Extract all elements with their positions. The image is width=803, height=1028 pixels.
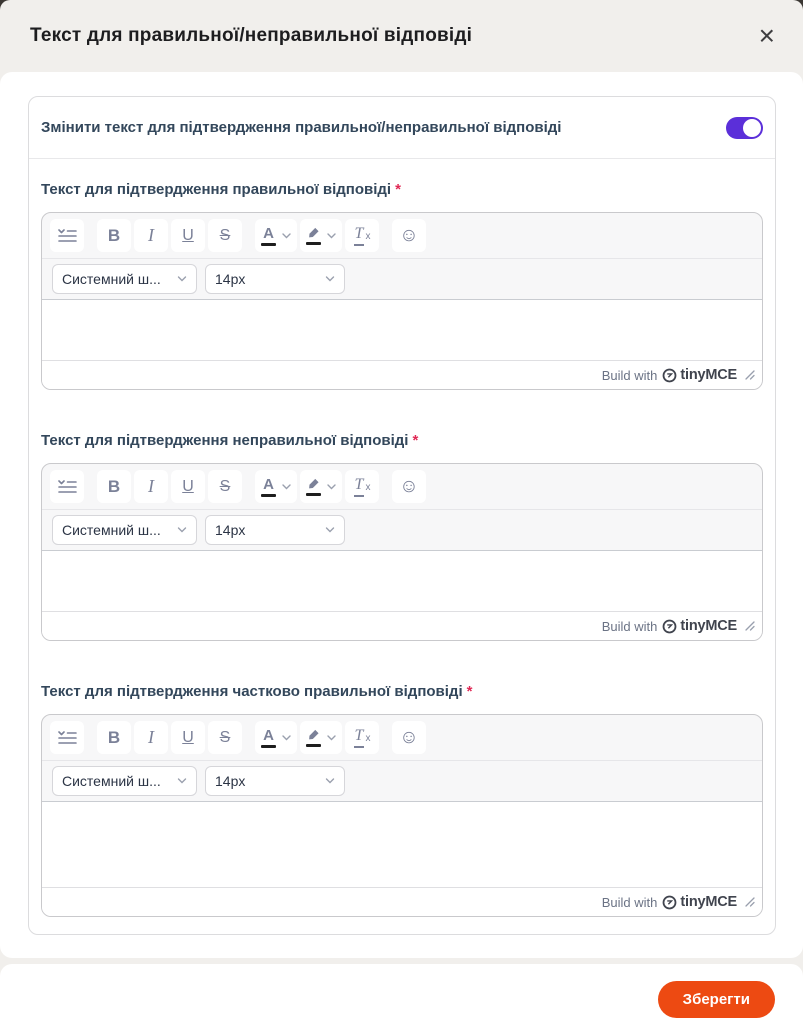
font-family-select[interactable] — [52, 766, 197, 796]
rich-text-editor — [41, 463, 763, 641]
list-chevron-icon — [58, 730, 77, 745]
form-container — [28, 96, 776, 935]
tinymce-logo-icon — [662, 619, 677, 634]
text-color-icon: A — [261, 728, 276, 748]
editor-section — [29, 432, 775, 641]
font-size-value: 14px — [215, 271, 246, 287]
highlighter-icon — [306, 477, 321, 496]
required-asterisk: * — [395, 181, 401, 198]
field-label-text: Текст для підтвердження неправильної відповіді — [41, 432, 409, 449]
chevron-down-icon — [282, 484, 291, 490]
italic-button[interactable]: I — [134, 721, 168, 754]
chevron-down-icon — [282, 233, 291, 239]
editor-statusbar — [42, 611, 762, 640]
editor-sections — [29, 181, 775, 917]
close-icon[interactable]: × — [758, 20, 775, 51]
editor-content-area[interactable] — [42, 300, 762, 360]
rich-text-editor — [41, 714, 763, 917]
emoji-button[interactable]: ☺ — [392, 470, 426, 503]
chevron-down-icon — [325, 276, 335, 282]
build-with-text[interactable]: Build with — [601, 894, 658, 910]
build-with-text[interactable]: Build with — [601, 367, 658, 383]
italic-button[interactable]: I — [134, 219, 168, 252]
chevron-down-icon — [177, 778, 187, 784]
font-size-value: 14px — [215, 522, 246, 538]
tinymce-brand-link[interactable]: tinyMCE — [662, 894, 737, 910]
text-color-button[interactable] — [255, 219, 297, 252]
font-size-select[interactable] — [205, 264, 345, 294]
dialog-title: Текст для правильної/неправильної відповіді — [30, 25, 473, 46]
highlight-color-button[interactable] — [300, 470, 342, 503]
tinymce-brand-link[interactable]: tinyMCE — [662, 367, 737, 383]
editor-section-label — [41, 683, 763, 700]
font-family-value: Системний ш... — [62, 773, 161, 789]
toggle-knob — [743, 119, 761, 137]
strikethrough-button[interactable]: S — [208, 470, 242, 503]
editor-toolbar-row2 — [42, 510, 762, 551]
editor-section — [29, 181, 775, 390]
text-color-icon: A — [261, 477, 276, 497]
editor-section-label — [41, 432, 763, 449]
font-family-select[interactable] — [52, 515, 197, 545]
editor-statusbar — [42, 360, 762, 389]
strikethrough-button[interactable]: S — [208, 721, 242, 754]
required-asterisk: * — [466, 683, 473, 700]
chevron-down-icon — [325, 527, 335, 533]
emoji-button[interactable]: ☺ — [392, 721, 426, 754]
chevron-down-icon — [177, 276, 187, 282]
editor-toolbar-row1 — [42, 213, 762, 259]
save-button[interactable]: Зберегти — [658, 981, 775, 1018]
list-chevron-icon — [58, 228, 77, 243]
tinymce-brand-link[interactable]: tinyMCE — [662, 618, 737, 634]
font-family-value: Системний ш... — [62, 522, 161, 538]
text-color-icon: A — [261, 226, 276, 246]
font-family-select[interactable] — [52, 264, 197, 294]
dialog-footer — [0, 964, 803, 1028]
chevron-down-icon — [327, 233, 336, 239]
strikethrough-button[interactable]: S — [208, 219, 242, 252]
emoji-button[interactable]: ☺ — [392, 219, 426, 252]
editor-toolbar-row2 — [42, 761, 762, 802]
required-asterisk: * — [412, 432, 419, 449]
highlight-color-button[interactable] — [300, 219, 342, 252]
bold-button[interactable]: B — [97, 721, 131, 754]
override-text-toggle[interactable] — [726, 117, 763, 139]
editor-toolbar-row1 — [42, 715, 762, 761]
clear-formatting-button[interactable]: T x — [345, 721, 379, 754]
field-label-text: Текст для підтвердження правильної відповіді — [41, 181, 392, 198]
chevron-down-icon — [327, 484, 336, 490]
editor-content-area[interactable] — [42, 551, 762, 611]
field-label-text: Текст для підтвердження частково правильної відповіді — [41, 683, 463, 700]
underline-button[interactable]: U — [171, 470, 205, 503]
chevron-down-icon — [327, 735, 336, 741]
list-styles-button[interactable] — [50, 470, 84, 503]
font-size-select[interactable] — [205, 515, 345, 545]
resize-handle-icon[interactable] — [745, 621, 755, 631]
build-with-text[interactable]: Build with — [601, 618, 658, 634]
bold-button[interactable]: B — [97, 219, 131, 252]
editor-statusbar — [42, 887, 762, 916]
editor-content-area[interactable] — [42, 802, 762, 887]
rich-text-editor — [41, 212, 763, 390]
chevron-down-icon — [282, 735, 291, 741]
list-chevron-icon — [58, 479, 77, 494]
dialog-body — [0, 72, 803, 958]
editor-toolbar-row2 — [42, 259, 762, 300]
toggle-row — [29, 97, 775, 159]
editor-section — [29, 683, 775, 917]
italic-button[interactable]: I — [134, 470, 168, 503]
font-family-value: Системний ш... — [62, 271, 161, 287]
highlighter-icon — [306, 728, 321, 747]
chevron-down-icon — [325, 778, 335, 784]
toggle-label: Змінити текст для підтвердження правильної/неправильної відповіді — [41, 119, 562, 136]
editor-toolbar-row1 — [42, 464, 762, 510]
underline-button[interactable]: U — [171, 721, 205, 754]
tinymce-logo-icon — [662, 368, 677, 383]
chevron-down-icon — [177, 527, 187, 533]
text-color-button[interactable] — [255, 721, 297, 754]
underline-button[interactable]: U — [171, 219, 205, 252]
list-styles-button[interactable] — [50, 721, 84, 754]
font-size-select[interactable] — [205, 766, 345, 796]
highlight-color-button[interactable] — [300, 721, 342, 754]
font-size-value: 14px — [215, 773, 246, 789]
resize-handle-icon[interactable] — [745, 897, 755, 907]
text-color-button[interactable] — [255, 470, 297, 503]
clear-formatting-button[interactable]: T x — [345, 470, 379, 503]
editor-section-label — [41, 181, 763, 198]
clear-formatting-button[interactable]: T x — [345, 219, 379, 252]
dialog-header — [0, 0, 803, 72]
resize-handle-icon[interactable] — [745, 370, 755, 380]
highlighter-icon — [306, 226, 321, 245]
tinymce-logo-icon — [662, 895, 677, 910]
list-styles-button[interactable] — [50, 219, 84, 252]
bold-button[interactable]: B — [97, 470, 131, 503]
